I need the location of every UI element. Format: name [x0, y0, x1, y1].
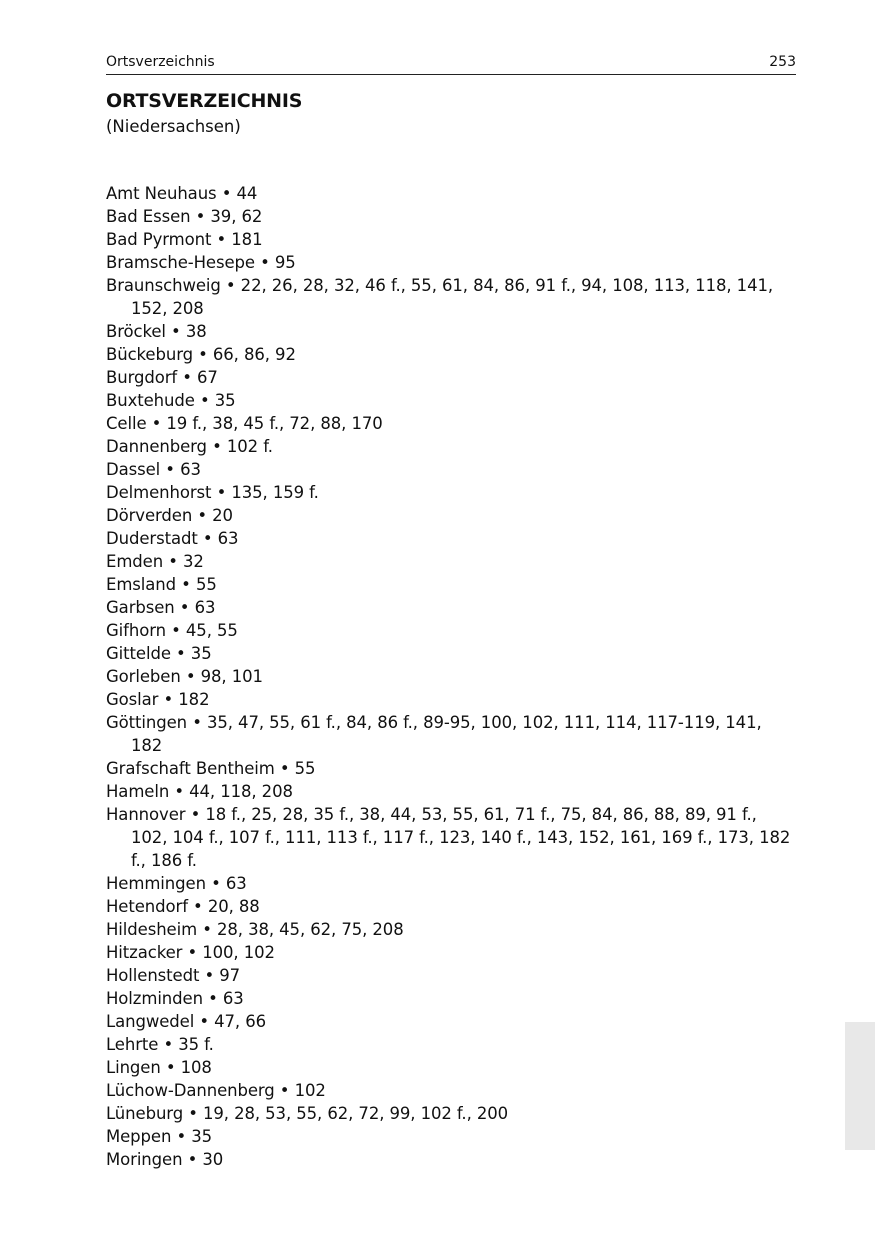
index-entry: Lingen • 108 — [106, 1058, 212, 1077]
running-header-section: Ortsverzeichnis — [106, 54, 215, 70]
index-entry: Holzminden • 63 — [106, 989, 244, 1008]
index-entry: Langwedel • 47, 66 — [106, 1012, 266, 1031]
index-entry: Bückeburg • 66, 86, 92 — [106, 345, 296, 364]
index-entry: Moringen • 30 — [106, 1150, 224, 1169]
index-entry: Göttingen • 35, 47, 55, 61 f., 84, 86 f., 89-95, 100, 102, 111, 114, 117-119, 141, 182 — [106, 713, 762, 755]
index-entry: Emden • 32 — [106, 552, 204, 571]
index-subtitle: (Niedersachsen) — [106, 117, 241, 136]
index-entry: Amt Neuhaus • 44 — [106, 184, 258, 203]
index-entry: Emsland • 55 — [106, 575, 217, 594]
index-entry: Burgdorf • 67 — [106, 368, 218, 387]
index-entry: Garbsen • 63 — [106, 598, 216, 617]
index-entry: Hameln • 44, 118, 208 — [106, 782, 293, 801]
index-entry: Lüneburg • 19, 28, 53, 55, 62, 72, 99, 102 f., 200 — [106, 1104, 509, 1123]
index-entry: Hemmingen • 63 — [106, 874, 247, 893]
index-entry: Gifhorn • 45, 55 — [106, 621, 238, 640]
index-entry: Meppen • 35 — [106, 1127, 213, 1146]
index-entry: Duderstadt • 63 — [106, 529, 239, 548]
index-entry: Hollenstedt • 97 — [106, 966, 241, 985]
index-entry: Celle • 19 f., 38, 45 f., 72, 88, 170 — [106, 414, 383, 433]
thumb-index-tab — [845, 1022, 875, 1150]
index-entry: Lehrte • 35 f. — [106, 1035, 214, 1054]
index-entry: Bröckel • 38 — [106, 322, 207, 341]
index-entry: Gittelde • 35 — [106, 644, 212, 663]
index-entry: Dassel • 63 — [106, 460, 201, 479]
place-index-list — [106, 182, 796, 1171]
index-entry: Gorleben • 98, 101 — [106, 667, 263, 686]
index-entry: Grafschaft Bentheim • 55 — [106, 759, 316, 778]
index-entry: Bramsche-Hesepe • 95 — [106, 253, 296, 272]
index-entry: Hildesheim • 28, 38, 45, 62, 75, 208 — [106, 920, 404, 939]
index-entry: Hannover • 18 f., 25, 28, 35 f., 38, 44, 53, 55, 61, 71 f., 75, 84, 86, 88, 89, 91 f., 102, 104 f., 107 f., 111, 113 f., 117 f., 123, 140 f., 143, 152, 161, 169 f., 173, 182 f., 186 f. — [106, 805, 791, 870]
running-header — [106, 52, 796, 75]
index-title: ORTSVERZEICHNIS — [106, 90, 303, 112]
index-entry: Dannenberg • 102 f. — [106, 437, 273, 456]
index-entry: Bad Essen • 39, 62 — [106, 207, 263, 226]
index-entry: Hitzacker • 100, 102 — [106, 943, 275, 962]
index-entry: Goslar • 182 — [106, 690, 210, 709]
index-entry: Hetendorf • 20, 88 — [106, 897, 260, 916]
index-entry: Delmenhorst • 135, 159 f. — [106, 483, 319, 502]
page-number: 253 — [769, 54, 796, 70]
index-entry: Dörverden • 20 — [106, 506, 233, 525]
index-entry: Braunschweig • 22, 26, 28, 32, 46 f., 55, 61, 84, 86, 91 f., 94, 108, 113, 118, 141, 152, 208 — [106, 276, 774, 318]
index-entry: Lüchow-Dannenberg • 102 — [106, 1081, 326, 1100]
index-entry: Buxtehude • 35 — [106, 391, 236, 410]
index-entry: Bad Pyrmont • 181 — [106, 230, 263, 249]
